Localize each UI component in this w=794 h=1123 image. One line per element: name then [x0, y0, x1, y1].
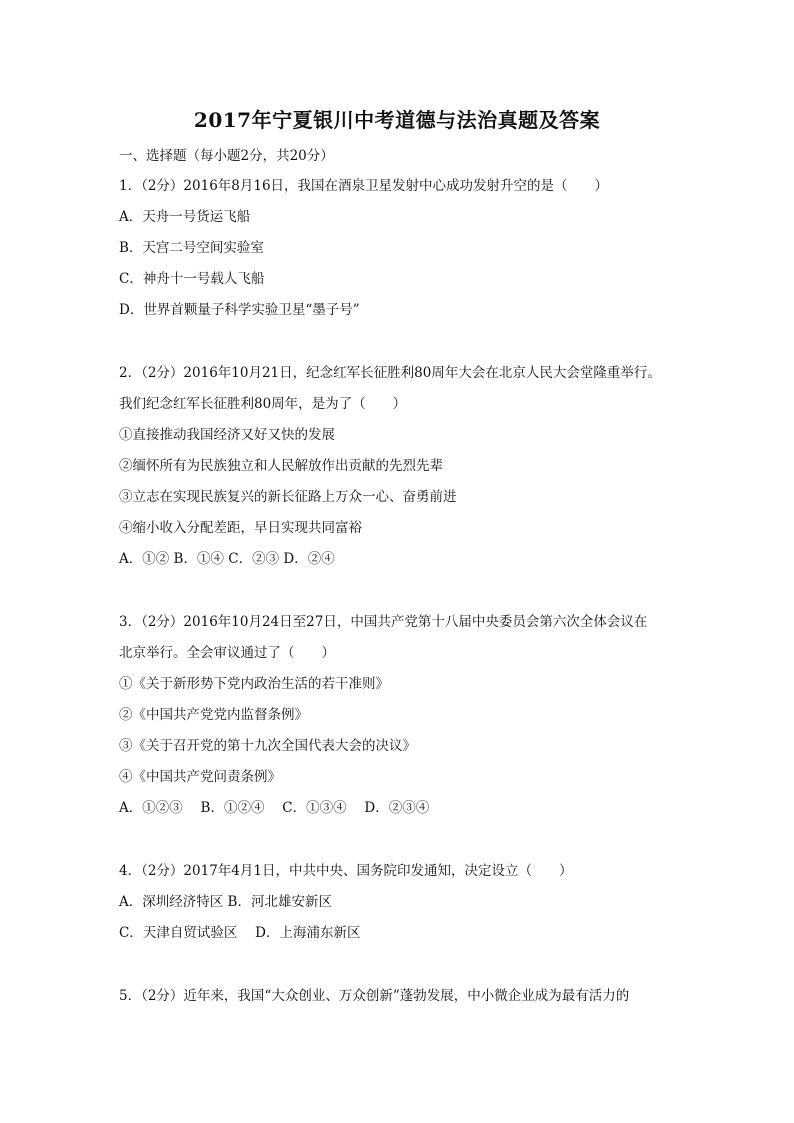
question-2-stem-line-2: 我们纪念红军长征胜利80周年，是为了（ ） — [119, 396, 407, 412]
question-2-statement-2: ②缅怀所有为民族独立和人民解放作出贡献的先烈先辈 — [119, 458, 443, 474]
question-2-statement-1: ①直接推动我国经济又好又快的发展 — [119, 427, 335, 443]
document-title: 2017年宁夏银川中考道德与法治真题及答案 — [193, 108, 601, 132]
question-1-option-c: C．神舟十一号载人飞船 — [119, 271, 265, 287]
question-3-statement-2: ②《中国共产党党内监督条例》 — [119, 707, 308, 723]
question-1-option-b: B．天宫二号空间实验室 — [119, 240, 264, 256]
question-1-stem-line-1: 1．（2分）2016年8月16日，我国在酒泉卫星发射中心成功发射升空的是（ ） — [119, 178, 609, 194]
question-2-stem-line-1: 2．（2分）2016年10月21日，纪念红军长征胜利80周年大会在北京人民大会堂隆重举行。 — [119, 365, 661, 381]
question-3-statement-3: ③《关于召开党的第十九次全国代表大会的决议》 — [119, 738, 416, 754]
question-2-choices: A．①② B．①④ C．②③ D．②④ — [119, 551, 335, 567]
question-3-statement-4: ④《中国共产党问责条例》 — [119, 769, 281, 785]
question-3-statement-1: ①《关于新形势下党内政治生活的若干准则》 — [119, 676, 389, 692]
question-4-options-row-2: C．天津自贸试验区 D．上海浦东新区 — [119, 925, 361, 941]
question-1-option-d: D．世界首颗量子科学实验卫星“墨子号” — [119, 302, 360, 318]
question-4-options-row-1: A．深圳经济特区 B．河北雄安新区 — [119, 894, 332, 910]
question-2-statement-3: ③立志在实现民族复兴的新长征路上万众一心、奋勇前进 — [119, 489, 457, 505]
question-3-choices: A．①②③ B．①②④ C．①③④ D．②③④ — [119, 800, 430, 816]
question-4-stem-line-1: 4．（2分）2017年4月1日，中共中央、国务院印发通知，决定设立（ ） — [119, 863, 573, 879]
question-3-stem-line-2: 北京举行。全会审议通过了（ ） — [119, 645, 335, 661]
question-1-option-a: A．天舟一号货运飞船 — [119, 209, 251, 225]
question-2-statement-4: ④缩小收入分配差距，早日实现共同富裕 — [119, 520, 362, 536]
question-5-stem-line-1: 5．（2分）近年来，我国“大众创业、万众创新”蓬勃发展，中小微企业成为最有活力的 — [119, 988, 630, 1004]
question-3-stem-line-1: 3．（2分）2016年10月24日至27日，中国共产党第十八届中央委员会第六次全体会议在 — [119, 614, 648, 630]
section-heading: 一、选择题（每小题2分，共20分） — [119, 148, 334, 164]
